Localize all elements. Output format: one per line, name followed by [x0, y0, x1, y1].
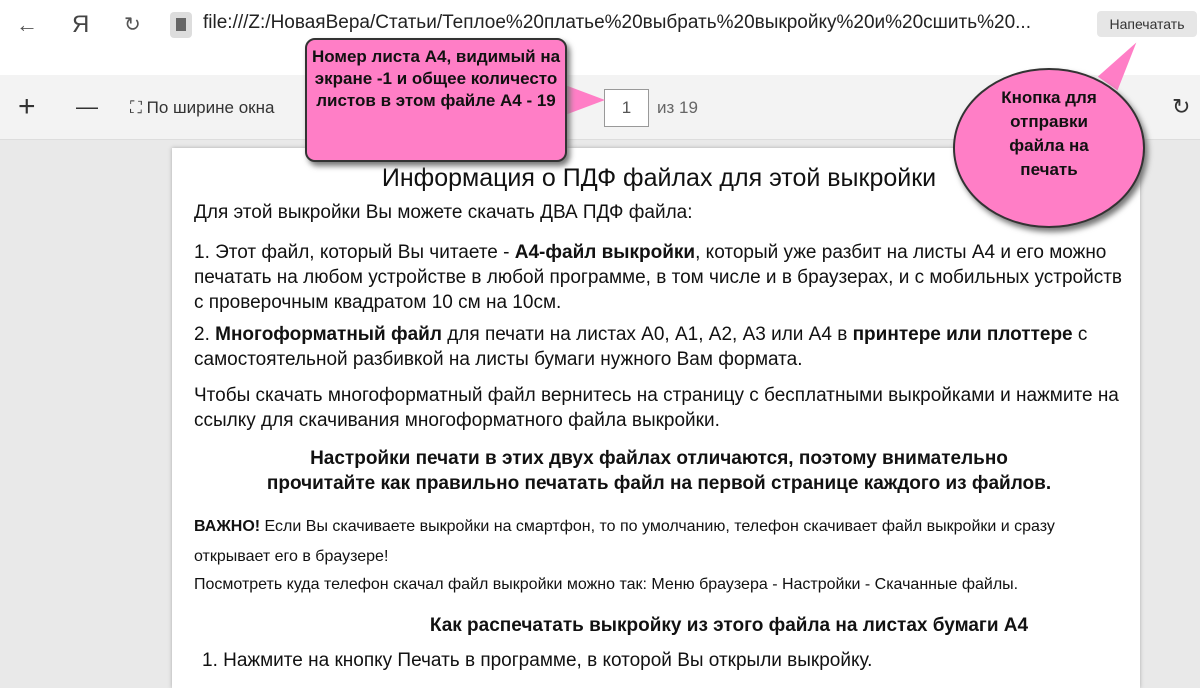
doc-p6: Посмотреть куда телефон скачал файл выкройки можно так: Меню браузера - Настройки - Скачанные файлы. — [194, 576, 1019, 593]
file-icon — [170, 12, 192, 38]
pdf-page — [172, 148, 1140, 688]
address-bar[interactable]: file:///Z:/НоваяВера/Статьи/Теплое%20платье%20выбрать%20выкройку%20и%20сшить%20... — [203, 12, 1031, 33]
doc-p5: ВАЖНО! Если Вы скачиваете выкройки на смартфон, то по умолчанию, телефон скачивает файл выкройки и сразу открывает его в браузере! — [194, 518, 1055, 565]
callout-tail — [565, 85, 605, 115]
doc-p4: Настройки печати в этих двух файлах отличаются, поэтому внимательно прочитайте как правильно печатать файл на первой странице каждого из файлов. — [266, 448, 1052, 494]
reload-icon[interactable]: ↻ — [124, 14, 141, 36]
rotate-icon[interactable]: ↻ — [1172, 94, 1191, 119]
page-total: из 19 — [657, 98, 698, 117]
doc-intro: Для этой выкройки Вы можете скачать ДВА ПДФ файла: — [194, 202, 693, 223]
zoom-in-icon[interactable]: + — [18, 90, 36, 123]
callout-print-info: Кнопка для отправки файла на печать — [953, 68, 1145, 228]
yandex-logo[interactable]: Я — [72, 11, 90, 38]
zoom-out-icon[interactable]: — — [76, 94, 98, 119]
back-icon[interactable]: ← — [16, 12, 38, 37]
fit-icon: ⛶ — [130, 98, 142, 117]
callout-page-info: Номер листа А4, видимый на экране -1 и общее количесто листов в этом файле А4 - 19 — [305, 38, 567, 162]
fit-label: По ширине окна — [146, 98, 275, 117]
doc-p1: 1. Этот файл, который Вы читаете - А4-файл выкройки, который уже разбит на листы А4 и его можно печатать на любом устройстве в любой программе, в том числе и в браузерах, и с мобильных устройств с проверочным квадратом 10 см на 10см. — [194, 242, 1122, 313]
page-number-input[interactable]: 1 — [604, 89, 649, 127]
doc-step1: 1. Нажмите на кнопку Печать в программе, в которой Вы открыли выкройку. — [202, 650, 873, 671]
fit-width-button[interactable] — [130, 98, 274, 118]
print-button[interactable]: Напечатать — [1097, 11, 1197, 37]
doc-p3: Чтобы скачать многоформатный файл вернитесь на страницу с бесплатными выкройками и нажмите на ссылку для скачивания многоформатного файла выкройки. — [194, 385, 1119, 431]
doc-title: Информация о ПДФ файлах для этой выкройки — [381, 164, 937, 192]
doc-p2: 2. Многоформатный файл для печати на листах А0, А1, А2, А3 или А4 в принтере или плоттере с самостоятельной разбивкой на листы бумаги нужного Вам формата. — [194, 324, 1088, 370]
doc-h2: Как распечатать выкройку из этого файла на листах бумаги А4 — [429, 615, 1029, 636]
